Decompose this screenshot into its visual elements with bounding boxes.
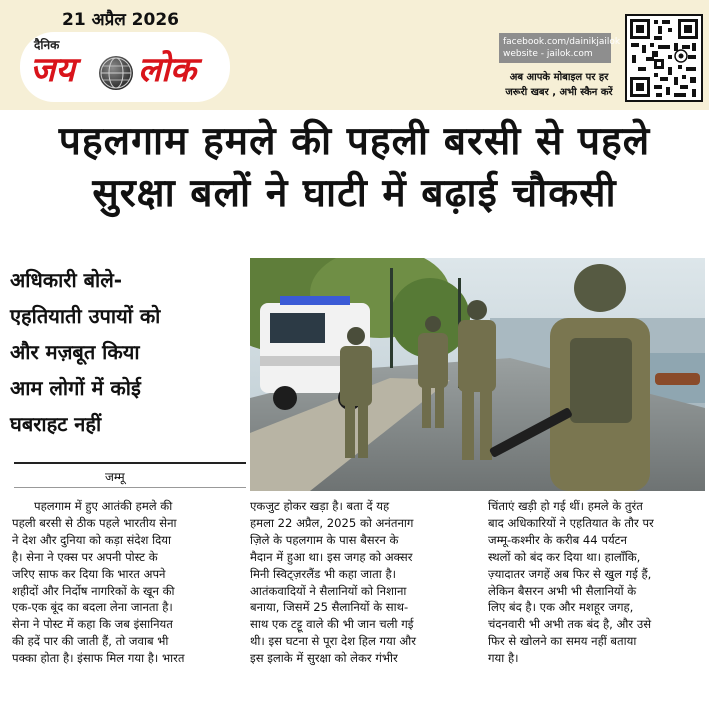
subhead-line: एहतियाती उपायों को [10, 304, 161, 328]
logo-word-left: जय [30, 50, 75, 90]
article-line: एक-एक बूंद का बदला लेना जानता है। [12, 600, 173, 615]
article-line: हमला 22 अप्रैल, 2025 को अनंतनाग [250, 515, 414, 530]
article-line: गया है। [488, 651, 519, 666]
article-line: ज़िले के पहलगाम के पास बैसरन के [250, 532, 399, 547]
article-line: बाद अधिकारियों ने एहतियात के तौर पर [488, 515, 654, 530]
article-line: आतंकवादियों ने सैलानियों को निशाना [250, 583, 407, 598]
facebook-link[interactable]: facebook.com/dainikjailok [503, 37, 621, 47]
article-line: है। सेना ने एक्स पर अपनी पोस्ट के [12, 549, 158, 564]
promo-line-1: अब आपके मोबाइल पर हर [509, 72, 609, 83]
article-line: साथ एक टट्टू वाले की भी जान चली गई [250, 617, 414, 632]
article-line: शहीदों और निर्दोष नागरिकों के खून की [12, 583, 175, 598]
main-headline [0, 116, 709, 220]
promo-line-2: जरूरी खबर , अभी स्कैन करें [505, 87, 613, 98]
article-line: की हदें पार की जाती हैं, तो जवाब भी [12, 634, 169, 649]
article-line: एकजुट होकर खड़ा है। बता दें यह [250, 499, 390, 513]
article-line: जम्मू-कश्मीर के करीब 44 पर्यटन [488, 532, 627, 547]
divider [14, 487, 246, 488]
article-line: लिए बंद है। एक और मशहूर जगह, [488, 600, 634, 615]
dateline: जम्मू [105, 470, 125, 484]
globe-icon [99, 56, 133, 90]
article-line: चंदनवारी भी अभी तक बंद है, और उसे [488, 617, 652, 632]
article-line: पहली बरसी से ठीक पहले भारतीय सेना [12, 515, 177, 530]
issue-date: 21 अप्रैल 2026 [62, 10, 179, 30]
article-line: बनाया, जिसमें 25 सैलानियों के साथ- [250, 600, 409, 615]
scan-promo [497, 70, 621, 100]
subhead-line: अधिकारी बोले- [10, 268, 123, 292]
article-line: ने देश और दुनिया को कड़ा संदेश दिया [12, 532, 171, 547]
article-line: थी। इस घटना से पूरा देश हिल गया और [250, 634, 417, 649]
article-column-1 [12, 498, 238, 667]
subheadline [10, 262, 248, 442]
subhead-line: आम लोगों में कोई [10, 376, 141, 400]
headline-line-1: पहलगाम हमले की पहली बरसी से पहले [58, 119, 651, 164]
article-line: फिर से खोलने का समय नहीं बताया [488, 634, 637, 649]
article-line: मिनी स्विट्ज़रलैंड भी कहा जाता है। [250, 566, 396, 581]
subhead-line: घबराहट नहीं [10, 412, 102, 436]
article-line: पहलगाम में हुए आतंकी हमले की [34, 499, 173, 513]
news-photo [250, 258, 705, 491]
article-line: इस इलाके में सुरक्षा को लेकर गंभीर [250, 651, 398, 666]
article-line: चिंताएं खड़ी हो गई थीं। हमले के तुरंत [488, 499, 643, 513]
article-line: स्थलों को बंद कर दिया था। हालाँकि, [488, 549, 641, 564]
divider [14, 462, 246, 464]
article-column-3 [488, 498, 703, 667]
qr-code-icon[interactable] [625, 14, 703, 102]
logo-prefix: दैनिक [34, 38, 60, 52]
masthead [0, 0, 709, 110]
article-line: मैदान में हुआ था। इस जगह को अक्सर [250, 549, 413, 564]
website-link[interactable]: website - jailok.com [503, 49, 593, 59]
social-links [499, 33, 621, 63]
article-column-2 [250, 498, 476, 667]
logo-word-right: लोक [138, 50, 196, 90]
article-line: लेकिन बैसरन अभी भी सैलानियों के [488, 583, 637, 598]
subhead-line: और मज़बूत किया [10, 340, 140, 364]
headline-line-2: सुरक्षा बलों ने घाटी में बढ़ाई चौकसी [92, 171, 617, 216]
article-line: पक्का होता है। इंसाफ मिल गया है। भारत [12, 651, 185, 666]
article-line: जरिए साफ कर दिया कि भारत अपने [12, 566, 166, 581]
article-line: सेना ने पोस्ट में कहा कि जब इंसानियत [12, 617, 173, 632]
article-line: ज़्यादातर जगहें अब फिर से खुल गई हैं, [488, 566, 652, 581]
